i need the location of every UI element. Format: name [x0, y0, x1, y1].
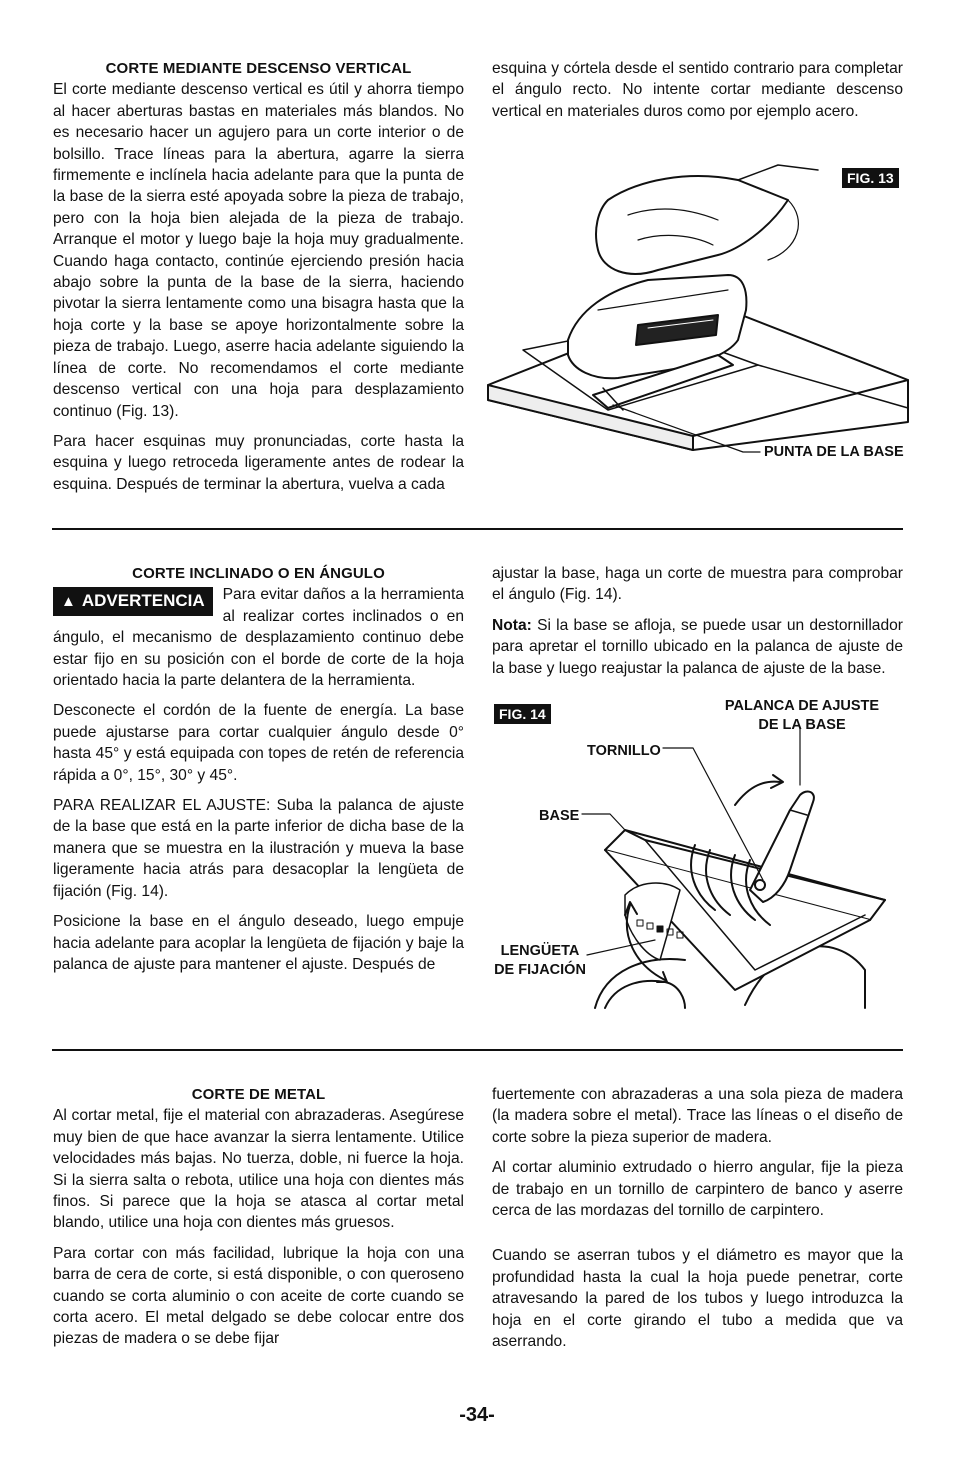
- section1-left-paragraph-2: Para hacer esquinas muy pronunciadas, corte hasta la esquina y luego retroceda ligeramente antes de rodear la esquina. Después de terminar la abertura, vuelva a cada: [53, 432, 464, 493]
- section2-left-paragraph-4: Posicione la base en el ángulo deseado, luego empuje hacia adelante para acoplar la lengüeta de fijación y baje la palanca de ajuste para mantener el ajuste. Después de: [53, 913, 464, 973]
- warning-triangle-icon: ▲: [61, 593, 76, 611]
- section2-left-column: [53, 563, 464, 984]
- section3-heading: CORTE DE METAL: [191, 1086, 326, 1103]
- fig14-label-lever-line2: DE LA BASE: [758, 717, 846, 733]
- section2-note: [492, 615, 903, 679]
- section3-right-paragraph-3: Cuando se aserran tubos y el diámetro es mayor que la profundidad hasta la cual la hoja puede penetrar, corte atravesando la pared de los tubos y luego introduzca la hoja en el corte girando el tubo a medida que va aserrando.: [492, 1247, 903, 1351]
- warning-block: [53, 584, 464, 691]
- fig14-label-tab-line1: LENGÜETA: [500, 943, 580, 959]
- warning-badge: [53, 587, 213, 616]
- section3-right-column: [492, 1084, 903, 1361]
- section2-right-paragraph-1: ajustar la base, haga un corte de muestra para comprobar el ángulo (Fig. 14).: [492, 565, 903, 604]
- section2-left-paragraph-2: Desconecte el cordón de la fuente de energía. La base puede ajustarse para cortar cualquier ángulo desde 0° hasta 45° y está equipada con topes de retén de referencia rápida a 0°, 15°, 30° y 45°.: [53, 702, 464, 784]
- section3-right-paragraph-2: Al cortar aluminio extrudado o hierro angular, fije la pieza de trabajo en un tornillo de carpintero de banco y aserre cerca de las mordazas del tornillo de carpintero.: [492, 1159, 903, 1220]
- fig14-label-lever-line1: PALANCA DE AJUSTE: [724, 698, 880, 714]
- warning-text: Para evitar daños a la herramienta al realizar cortes inclinados o en ángulo, el mecanismo de desplazamiento continuo debe estar fijo en su posición con el borde de corte de la hoja orientado hacia la parte delantera de la herramienta.: [53, 586, 464, 690]
- fig14-label-base: BASE: [539, 808, 580, 824]
- fig13-jigsaw-illustration: [488, 160, 908, 460]
- fig14-label-tab-line2: DE FIJACIÓN: [494, 962, 586, 978]
- section1-left-paragraph-1: El corte mediante descenso vertical es útil y ahorra tiempo al hacer aberturas bastas en materiales más blandos. No es necesario hacer un agujero para un corte interior o de bolsillo. Trace líneas para la abertura, agarre la sierra firmemente e inclínela hacia adelante para que la punta de la base de la sierra esté apoyada sobre la pieza de trabajo, pero con la hoja bien alejada de la pieza de trabajo. Arranque el motor y luego baje la hoja muy gradualmente. Cuando haga contacto, continúe ejerciendo presión hacia abajo sobre la punta de la base de la sierra, haciendo pivotar la sierra lentamente como una bisagra hasta que la hoja corte y la base se apoye horizontalmente sobre la pieza de trabajo. Luego, aserre hacia adelante siguiendo la línea de corte. No recomendamos el corte mediante descenso vertical con una hoja para desplazamiento continuo (Fig. 13).: [53, 81, 464, 420]
- warning-label: ADVERTENCIA: [81, 591, 205, 611]
- section2-heading: CORTE INCLINADO O EN ÁNGULO: [132, 565, 385, 582]
- section1-right-paragraph-1: esquina y córtela desde el sentido contrario para completar el ángulo recto. No intente cortar mediante descenso vertical en materiales duros como por ejemplo acero.: [492, 60, 903, 120]
- section2-right-column: [492, 563, 903, 688]
- section3-left-paragraph-1: Al cortar metal, fije el material con abrazaderas. Asegúrese muy bien de que hace avanzar la sierra lentamente. Utilice velocidades más bajas. No tuerza, doble, ni fuerce la hoja. Si la sierra salta o rebota, utilice una hoja con dientes más finos. Si parece que la hoja se atasca al cortar metal blando, utilice una hoja con dientes más gruesos.: [53, 1107, 464, 1232]
- fig14-tag: FIG. 14: [494, 704, 551, 724]
- section2-left-paragraph-3: PARA REALIZAR EL AJUSTE: Suba la palanca de ajuste de la base que está en la parte inferior de dicha base de la manera que se muestra en la ilustración y mueva la base ligeramente hacia atrás para desacoplar la lengüeta de fijación (Fig. 14).: [53, 797, 464, 900]
- fig13-tag: FIG. 13: [842, 168, 899, 188]
- fig14-label-screw: TORNILLO: [587, 743, 661, 759]
- section3-left-paragraph-2: Para cortar con más facilidad, lubrique la hoja con una barra de cera de corte, si está disponible, o con queroseno cuando se corta aluminio o con aceite de corte cuando se corta acero. El metal delgado se debe colocar entre dos piezas de madera o se debe fijar: [53, 1244, 464, 1348]
- section3-left-column: [53, 1084, 464, 1359]
- divider-1: [52, 528, 903, 530]
- fig14-base-adjust-illustration: [585, 720, 885, 1010]
- section3-right-paragraph-1: fuertemente con abrazaderas a una sola pieza de madera (la madera sobre el metal). Trace las líneas o el diseño de corte sobre la pieza superior de madera.: [492, 1086, 903, 1146]
- section1-left-column: [53, 58, 464, 504]
- divider-2: [52, 1049, 903, 1051]
- section1-heading: CORTE MEDIANTE DESCENSO VERTICAL: [105, 60, 412, 77]
- fig13-label-base-tip: PUNTA DE LA BASE: [764, 444, 904, 460]
- note-text: Si la base se afloja, se puede usar un destornillador para apretar el tornillo ubicado en la palanca de ajuste de la base y luego reajustar la palanca de ajuste de la base.: [492, 616, 903, 677]
- section1-right-column: [492, 58, 903, 131]
- note-label: Nota:: [492, 616, 532, 634]
- page-number: -34-: [459, 1404, 495, 1426]
